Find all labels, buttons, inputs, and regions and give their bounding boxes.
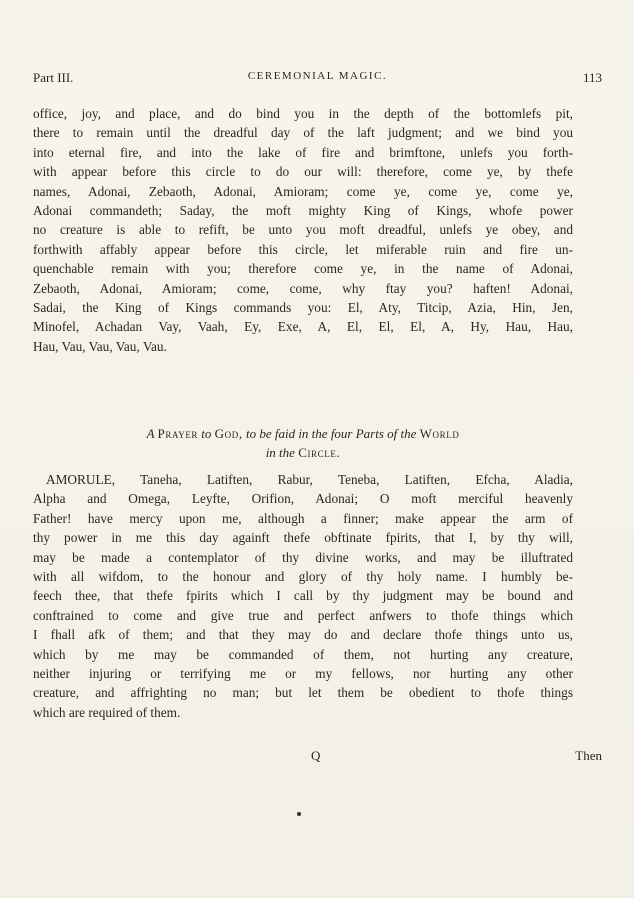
text-line: conftrained to come and give true and perfect anfwers to thofe things which <box>33 607 573 623</box>
section-title-line-2 <box>33 443 573 462</box>
text-line: Sadai, the King of Kings commands you: El, Aty, Titcip, Azia, Hin, Jen, <box>33 300 573 316</box>
text-line: creature, and affrighting no man; but let them be obedient to thofe things <box>33 685 573 701</box>
paragraph-incantation <box>33 104 573 356</box>
ink-speck <box>297 812 301 816</box>
text-line: I fhall afk of them; and that they may do and declare thofe things unto us, <box>33 627 573 643</box>
text-line: thy power in me this day againft thefe obftinate fpirits, that I, by thy will, <box>33 530 573 546</box>
text-line: names, Adonai, Zebaoth, Adonai, Amioram; come ye, come ye, come ye, <box>33 183 573 199</box>
text-line: feech thee, that thefe fpirits which I call by thy judgment may be bound and <box>33 588 573 604</box>
text-line: office, joy, and place, and do bind you in the depth of the bottomlefs pit, <box>33 106 573 121</box>
part-label: Part III. <box>33 70 74 85</box>
text-line: Minofel, Achadan Vay, Vaah, Ey, Exe, A, El, El, El, A, Hy, Hau, Hau, <box>33 319 573 335</box>
title-prayer: Prayer <box>157 426 199 441</box>
text-line: with all wifdom, to the honour and glory of thy holy name. I humbly be- <box>33 569 573 585</box>
text-line: there to remain until the dreadful day of the laft judgment; and we bind you <box>33 125 573 141</box>
title-in-the: in the <box>265 445 295 460</box>
text-line: with appear before this circle to do our will: therefore, come ye, by thefe <box>33 164 573 180</box>
page-number: 113 <box>582 70 602 85</box>
text-line: Father! have mercy upon me, although a finner; make appear the arm of <box>33 510 573 526</box>
title-god: God, <box>214 426 243 441</box>
title-middle: to be faid in the four Parts of the <box>245 426 417 441</box>
text-line: may be made a contemplator of thy divine works, and may be illuftrated <box>33 549 573 565</box>
text-line: neither injuring or terrifying me or my fellows, nor hurting any other <box>33 666 573 682</box>
text-line: which by me may be commanded of them, not hurting any creature, <box>33 646 573 662</box>
paragraph-prayer <box>33 470 573 722</box>
catchword: Then <box>575 748 602 763</box>
page-footer <box>33 748 602 768</box>
title-world: World <box>419 426 460 441</box>
text-line: no creature is able to refift, be unto you moft dreadful, unlefs ye obey, and <box>33 222 573 238</box>
text-line: which are required of them. <box>33 704 181 720</box>
text-line: Adonai commandeth; Saday, the moft mighty King of Kings, whofe power <box>33 203 573 219</box>
title-article: A <box>146 426 155 441</box>
section-title <box>33 424 573 462</box>
title-to: to <box>201 426 212 441</box>
text-line: into eternal fire, and into the lake of fire and brimftone, unlefs you forth- <box>33 144 573 160</box>
text-line: quenchable remain with you; therefore come ye, in the name of Adonai, <box>33 261 573 277</box>
title-circle: Circle. <box>298 445 341 460</box>
section-title-line-1 <box>33 424 573 443</box>
text-line: Hau, Vau, Vau, Vau, Vau. <box>33 338 167 354</box>
text-line: forthwith affably appear before this circle, let miferable ruin and fire un- <box>33 241 573 257</box>
text-line: Zebaoth, Adonai, Amioram; come, come, why ftay you? haften! Adonai, <box>33 280 573 296</box>
running-title: CEREMONIAL MAGIC. <box>247 70 388 82</box>
text-line: AMORULE, Taneha, Latiften, Rabur, Teneba, Latiften, Efcha, Aladia, <box>46 472 573 487</box>
page-header <box>33 70 602 90</box>
signature-mark: Q <box>311 748 321 763</box>
text-line: Alpha and Omega, Leyfte, Orifion, Adonai; O moft merciful heavenly <box>33 491 573 507</box>
